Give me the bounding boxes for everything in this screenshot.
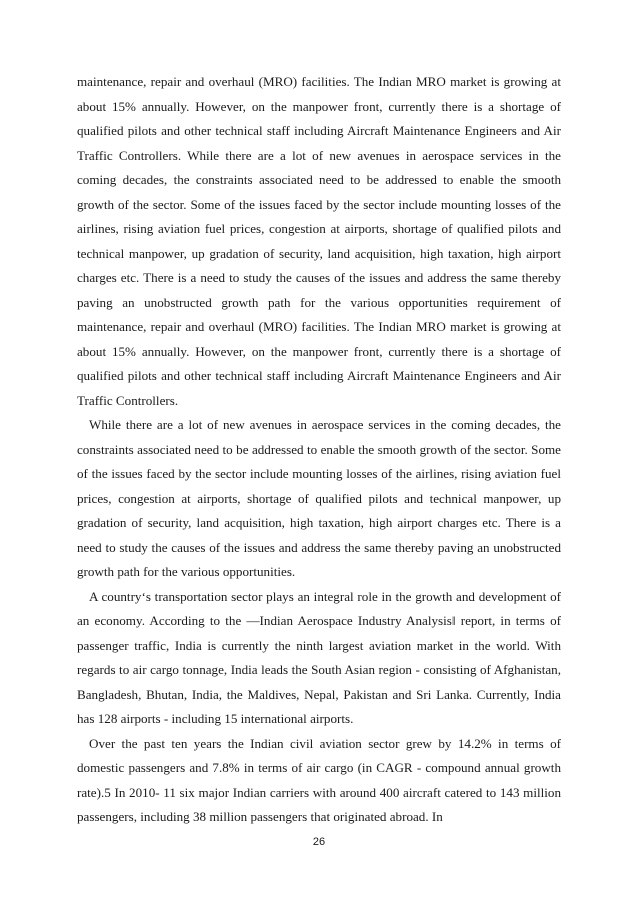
paragraph-2: While there are a lot of new avenues in aerospace services in the coming decades, the constraints associated need to be addressed to enable the smooth growth of the sector. Some of the issues faced by the sector include mounting losses of the airlines, rising aviation fuel prices, congestion at airports, shortage of qualified pilots and technical manpower, up gradation of security, land acquisition, high taxation, high airport charges etc. There is a need to study the causes of the issues and address the same thereby paving an unobstructed growth path for the various opportunities. <box>77 417 561 579</box>
paragraph-4: Over the past ten years the Indian civil aviation sector grew by 14.2% in terms of domestic passengers and 7.8% in terms of air cargo (in CAGR - compound annual growth rate).5 In 2010- 11 six major Indian carriers with around 400 aircraft catered to 143 million passengers, including 38 million passengers that originated abroad. In <box>77 735 561 824</box>
paragraph-1: maintenance, repair and overhaul (MRO) facilities. The Indian MRO market is growing at about 15% annually. However, on the manpower front, currently there is a shortage of qualified pilots and other technical staff including Aircraft Maintenance Engineers and Air Traffic Controllers. While there are a lot of new avenues in aerospace services in the coming decades, the constraints associated need to be addressed to enable the smooth growth of the sector. Some of the issues faced by the sector include mounting losses of the airlines, rising aviation fuel prices, congestion at airports, shortage of qualified pilots and technical manpower, up gradation of security, land acquisition, high taxation, high airport charges etc. There is a need to study the causes of the issues and address the same thereby paving an unobstructed growth path for the various opportunities requirement of maintenance, repair and overhaul (MRO) facilities. The Indian MRO market is growing at about 15% annually. However, on the manpower front, currently there is a shortage of qualified pilots and other technical staff including Aircraft Maintenance Engineers and Air Traffic Controllers. <box>77 74 561 408</box>
paragraph-3: A country‘s transportation sector plays an integral role in the growth and development of an economy. According to the ―Indian Aerospace Industry Analysis‖ report, in terms of passenger traffic, India is currently the ninth largest aviation market in the world. With regards to air cargo tonnage, India leads the South Asian region - consisting of Afghanistan, Bangladesh, Bhutan, India, the Maldives, Nepal, Pakistan and Sri Lanka. Currently, India has 128 airports - including 15 international airports. <box>77 588 561 726</box>
document-body <box>77 70 561 830</box>
page-number: 26 <box>312 836 326 848</box>
